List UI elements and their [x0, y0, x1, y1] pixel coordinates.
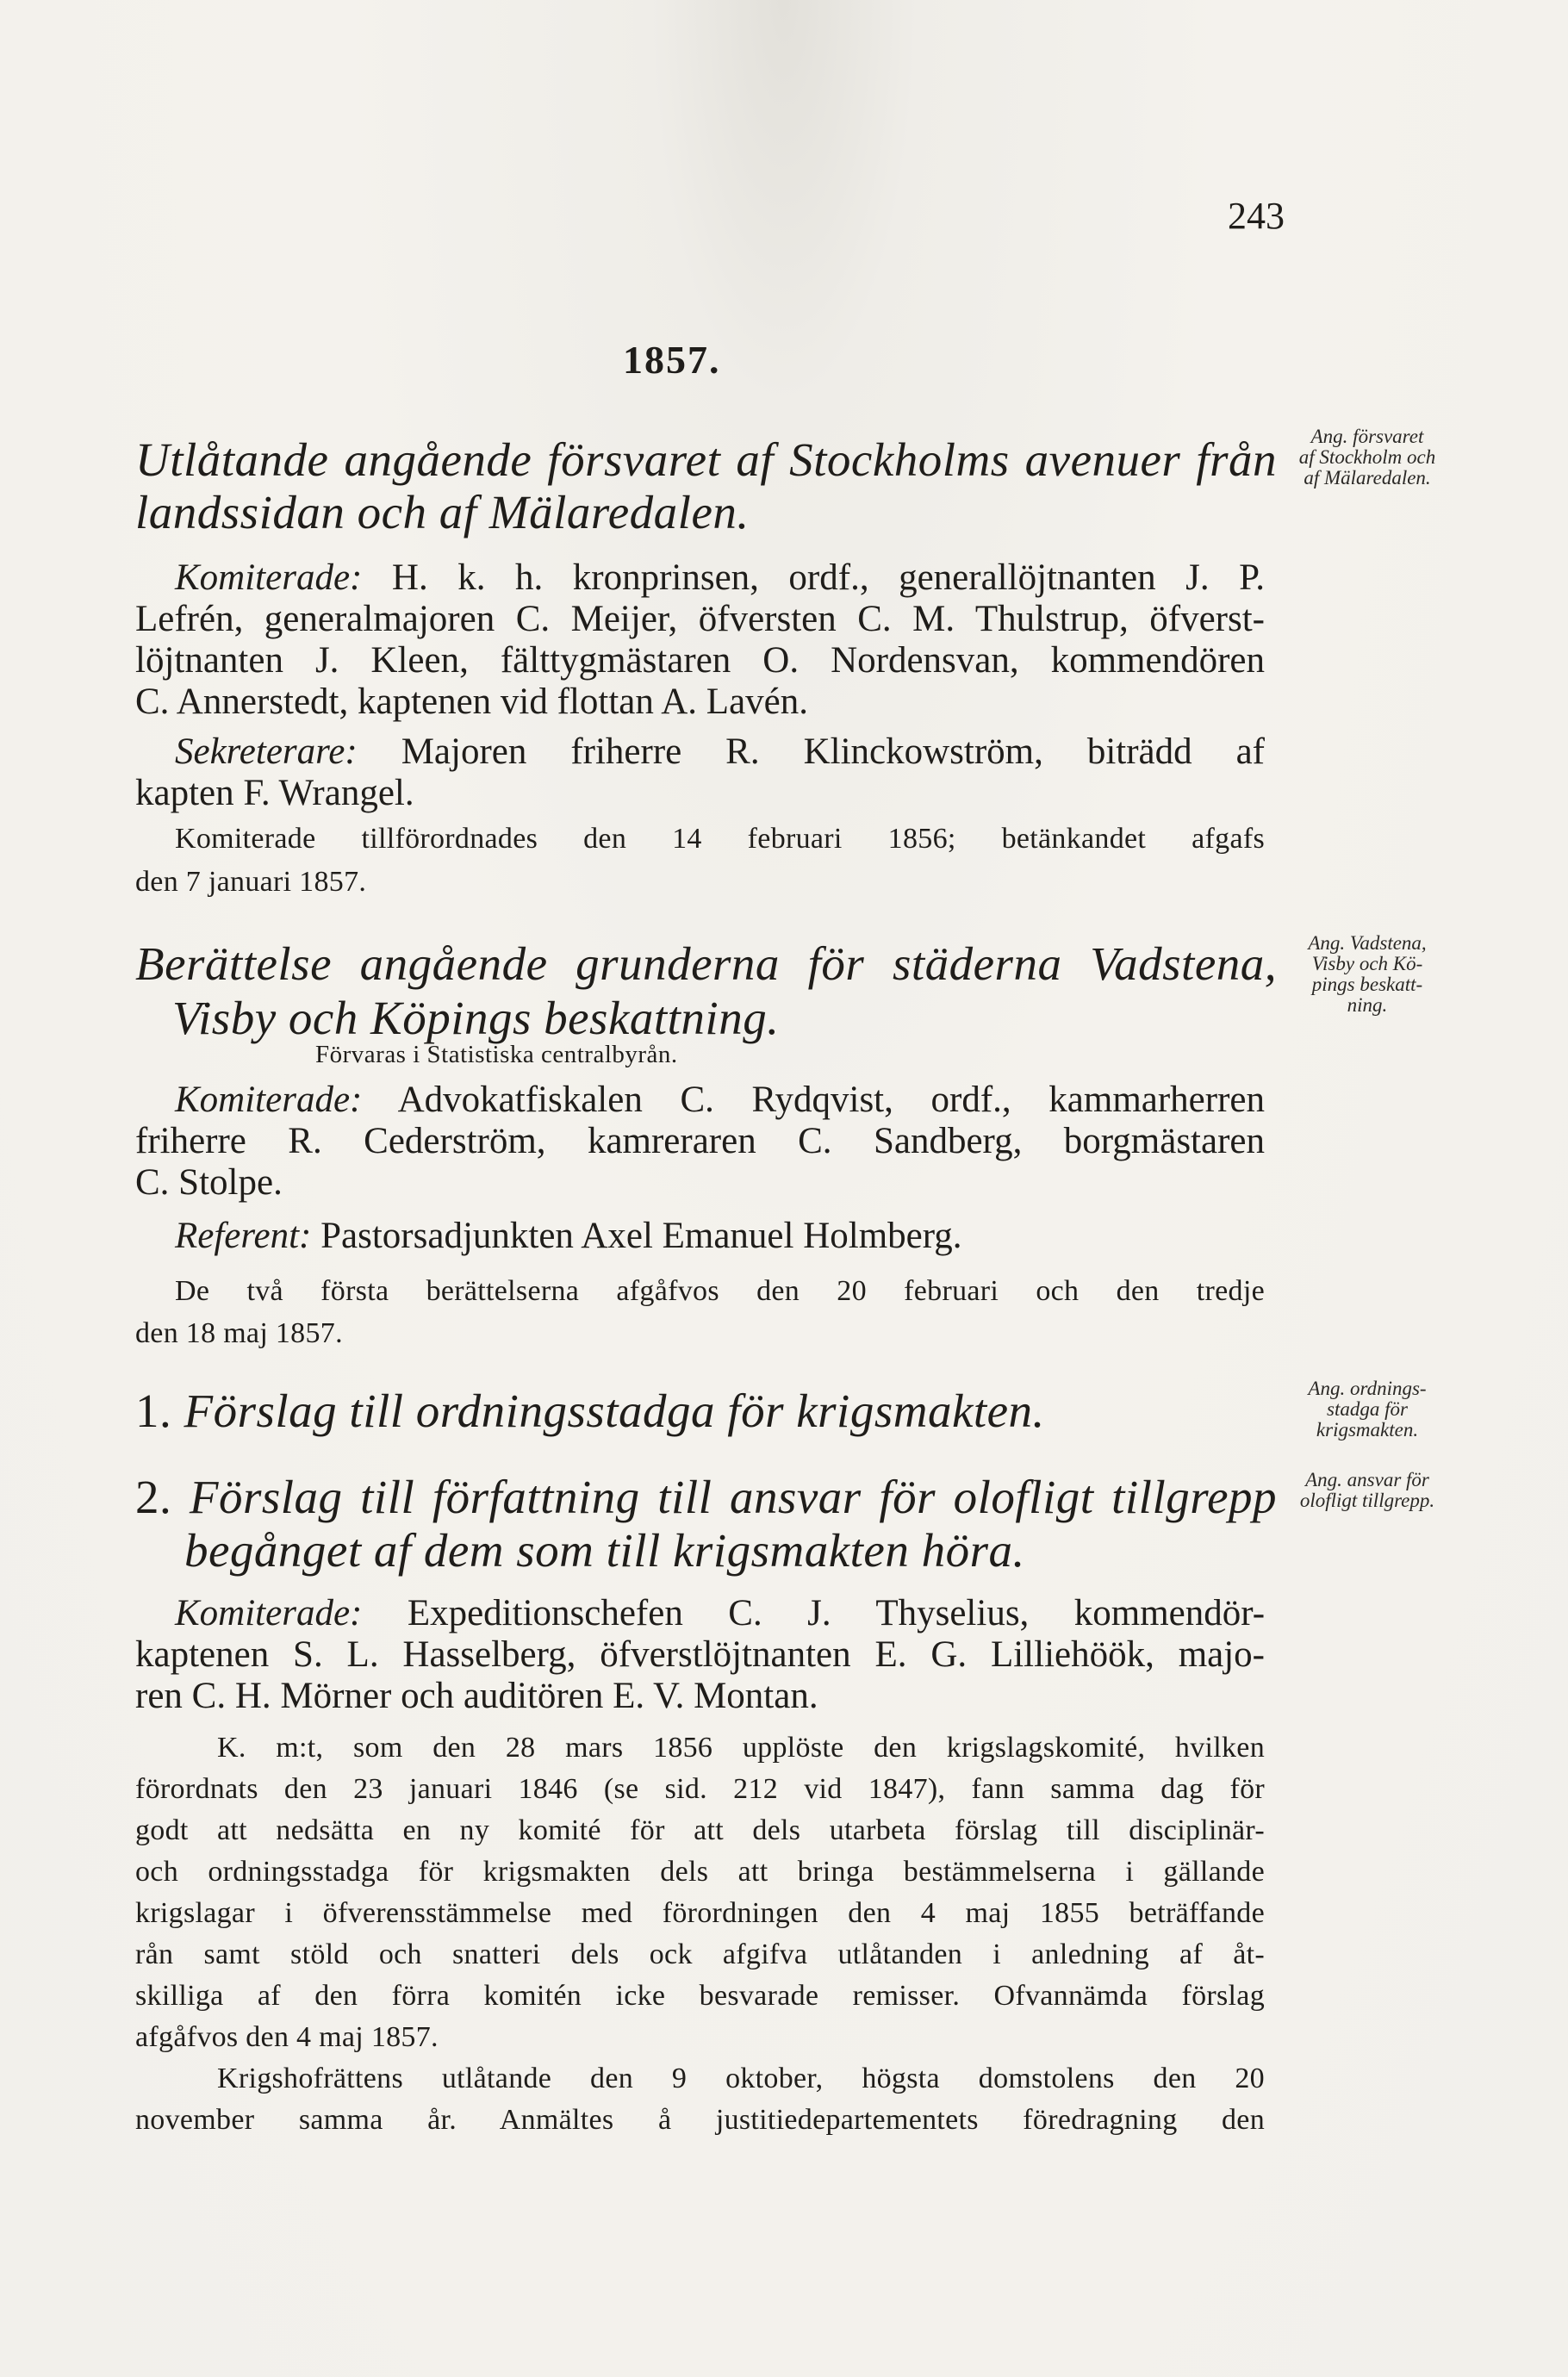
sekreterare-text: Majoren friherre R. Klinckowström, biträdd af	[401, 731, 1266, 772]
section1-komiterade-line3: löjtnanten J. Kleen, fälttygmästaren O. Nordensvan, kommendören	[135, 640, 1265, 681]
page-number: 243	[1228, 195, 1285, 237]
section3-body-line: och ordningsstadga för krigsmakten dels att bringa bestämmelserna i gällande	[135, 1856, 1265, 1888]
section3-item2-line2: begånget af dem som till krigsmakten höra.	[184, 1524, 1025, 1577]
item2-margin-note	[1277, 1470, 1458, 1511]
referent-text: Pastorsadjunkten Axel Emanuel Holmberg.	[320, 1216, 962, 1256]
section3-body-line: krigslagar i öfverensstämmelse med förordningen den 4 maj 1855 beträffande	[135, 1897, 1265, 1929]
komiterade-label: Komiterade:	[175, 1593, 363, 1633]
item1-title: Förslag till ordningsstadga för krigsmakten.	[184, 1385, 1045, 1437]
section1-title-line2: landssidan och af Mälaredalen.	[135, 486, 750, 538]
section3-body-line: Krigshofrättens utlåtande den 9 oktober, högsta domstolens den 20	[217, 2063, 1265, 2094]
margin-line: Ang. ansvar för	[1305, 1469, 1429, 1490]
margin-line: krigsmakten.	[1316, 1419, 1419, 1441]
section3-body-line: godt att nedsätta en ny komité för att dels utarbeta förslag till disciplinär-	[135, 1814, 1265, 1846]
section3-item2-line1	[135, 1468, 1277, 1527]
section1-note-line2: den 7 januari 1857.	[135, 866, 367, 898]
section3-body-line: skilliga af den förra komitén icke besvarade remisser. Ofvannämda förslag	[135, 1980, 1265, 2012]
item2-number: 2.	[135, 1471, 172, 1523]
section2-forvaras: Förvaras i Statistiska centralbyrån.	[315, 1041, 678, 1068]
margin-line: Ang. försvaret	[1310, 426, 1424, 447]
margin-line: Visby och Kö-	[1311, 953, 1423, 974]
section3-body-line: K. m:t, som den 28 mars 1856 upplöste den krigslagskomité, hvilken	[217, 1732, 1265, 1764]
section1-komiterade-line1	[175, 557, 1265, 599]
margin-line: olofligt tillgrepp.	[1299, 1490, 1435, 1511]
section3-komiterade-line2: kaptenen S. L. Hasselberg, öfverstlöjtnanten E. G. Lilliehöök, majo-	[135, 1634, 1265, 1675]
komiterade-label: Komiterade:	[175, 557, 363, 598]
komiterade-label: Komiterade:	[175, 1080, 363, 1120]
section2-note-line2: den 18 maj 1857.	[135, 1317, 343, 1349]
section1-sekreterare-line1	[175, 731, 1265, 773]
section3-item1	[135, 1382, 1045, 1441]
item1-margin-note	[1277, 1378, 1458, 1441]
section2-margin-note	[1277, 933, 1458, 1016]
section3-body-line: afgåfvos den 4 maj 1857.	[135, 2021, 439, 2053]
section1-komiterade-line2: Lefrén, generalmajoren C. Meijer, öfversten C. M. Thulstrup, öfverst-	[135, 599, 1265, 639]
section3-body-line: rån samt stöld och snatteri dels ock afgifva utlåtanden i anledning af åt-	[135, 1938, 1265, 1970]
sekreterare-label: Sekreterare:	[175, 731, 358, 772]
section3-komiterade-line1	[175, 1592, 1265, 1634]
section1-sekreterare-line2: kapten F. Wrangel.	[135, 773, 414, 813]
section1-title-line1: Utlåtande angående försvaret af Stockholms avenuer från	[135, 433, 1277, 486]
komiterade-text: Expeditionschefen C. J. Thyselius, kommendör-	[407, 1593, 1266, 1633]
section2-komiterade-line2: friherre R. Cederström, kamreraren C. Sandberg, borgmästaren	[135, 1121, 1265, 1161]
item2-title: Förslag till författning till ansvar för olofligt tillgrepp	[189, 1471, 1277, 1523]
section3-komiterade-line3: ren C. H. Mörner och auditören E. V. Montan.	[135, 1676, 818, 1716]
referent-label: Referent:	[175, 1216, 312, 1256]
section2-title-line1: Berättelse angående grunderna för städerna Vadstena,	[135, 937, 1277, 990]
margin-line: stadga för	[1327, 1398, 1408, 1420]
item1-number: 1.	[135, 1385, 172, 1437]
year-heading: 1857.	[623, 338, 721, 382]
komiterade-text: H. k. h. kronprinsen, ordf., generallöjtnanten J. P.	[391, 557, 1266, 598]
margin-line: Ang. Vadstena,	[1308, 932, 1427, 954]
komiterade-text: Advokatfiskalen C. Rydqvist, ordf., kammarherren	[397, 1080, 1265, 1120]
margin-line: af Mälaredalen.	[1304, 467, 1431, 488]
section3-body-line: förordnats den 23 januari 1846 (se sid. 212 vid 1847), fann samma dag för	[135, 1773, 1265, 1805]
margin-line: pings beskatt-	[1311, 974, 1423, 995]
section1-note-line1: Komiterade tillförordnades den 14 februari 1856; betänkandet afgafs	[175, 823, 1265, 855]
section1-margin-note	[1277, 426, 1458, 488]
section1-komiterade-line4: C. Annerstedt, kaptenen vid flottan A. Lavén.	[135, 681, 808, 722]
section2-title-line2: Visby och Köpings beskattning.	[172, 992, 780, 1044]
section2-note-line1: De två första berättelserna afgåfvos den 20 februari och den tredje	[175, 1275, 1265, 1307]
margin-line: ning.	[1347, 994, 1388, 1016]
section2-komiterade-line1	[175, 1079, 1265, 1121]
margin-line: Ang. ordnings-	[1308, 1378, 1427, 1399]
section2-komiterade-line3: C. Stolpe.	[135, 1162, 283, 1203]
section2-referent	[175, 1215, 962, 1257]
section3-body-line: november samma år. Anmältes å justitiedepartementets föredragning den	[135, 2104, 1265, 2136]
margin-line: af Stockholm och	[1298, 446, 1436, 468]
